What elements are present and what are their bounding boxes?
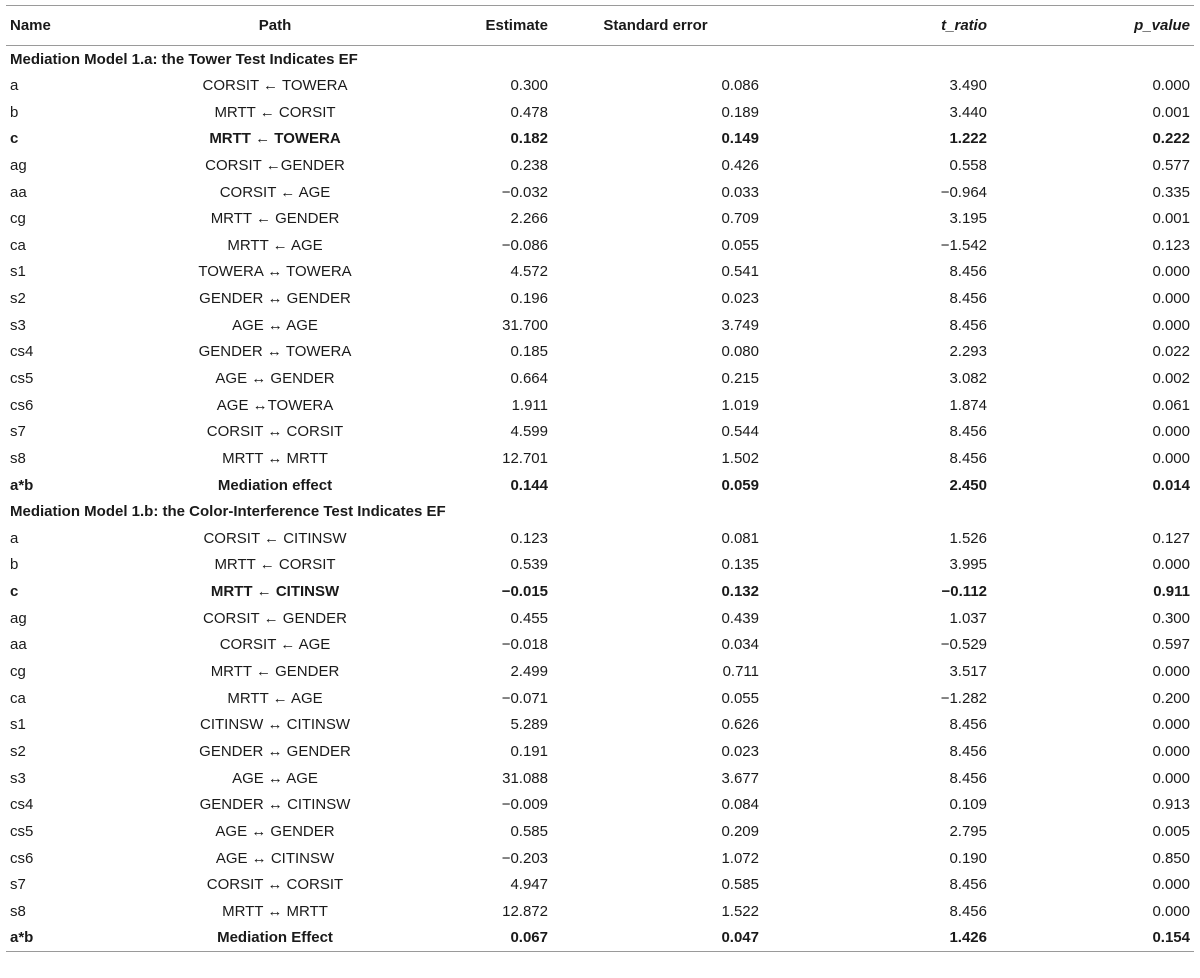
cell-estimate: 0.067 — [434, 925, 552, 952]
cell-path: MRTT ← TOWERA — [209, 130, 341, 148]
cell-standard-error-value: 0.626 — [721, 716, 759, 734]
cell-standard-error — [552, 712, 759, 739]
cell-estimate: 0.191 — [510, 742, 548, 760]
cell-estimate: −0.018 — [501, 636, 548, 654]
cell-estimate: 0.144 — [510, 476, 548, 494]
cell-name: b — [10, 556, 19, 574]
table-row — [6, 179, 1194, 206]
cell-t-ratio: 2.795 — [949, 822, 987, 840]
table-row — [6, 339, 1194, 366]
cell-p-value: 0.005 — [1152, 822, 1190, 840]
cell-p-value: 0.597 — [1152, 636, 1190, 654]
cell-name: aa — [10, 636, 27, 654]
cell-standard-error-value: 0.059 — [721, 476, 759, 494]
cell-standard-error — [552, 605, 759, 632]
cell-name: cs5 — [10, 822, 34, 840]
cell-name: cg — [10, 663, 26, 681]
cell-standard-error — [552, 472, 759, 499]
table-row — [6, 818, 1194, 845]
cell-standard-error-value: 1.522 — [721, 902, 759, 920]
cell-standard-error-value: 0.426 — [721, 156, 759, 174]
cell-standard-error — [552, 312, 759, 339]
cell-name: c — [10, 583, 19, 601]
cell-estimate: 31.700 — [502, 316, 548, 334]
cell-standard-error — [552, 765, 759, 792]
cell-standard-error-value: 0.149 — [721, 130, 759, 148]
cell-standard-error-value: 3.749 — [721, 316, 759, 334]
cell-t-ratio: 0.109 — [949, 796, 987, 814]
cell-p-value: 0.001 — [1152, 210, 1190, 228]
cell-path: GENDER ↔ CITINSW — [199, 796, 351, 814]
table-row — [6, 845, 1194, 872]
table-row — [6, 232, 1194, 259]
cell-standard-error — [552, 392, 759, 419]
cell-p-value: 0.123 — [1152, 236, 1190, 254]
cell-standard-error-value: 0.541 — [721, 263, 759, 281]
cell-path: MRTT ← GENDER — [210, 210, 340, 228]
table-row — [6, 925, 1194, 952]
cell-standard-error — [552, 152, 759, 179]
table-row — [6, 312, 1194, 339]
cell-t-ratio: 1.426 — [759, 925, 991, 952]
cell-standard-error — [552, 99, 759, 126]
cell-standard-error — [552, 418, 759, 445]
table-row — [6, 525, 1194, 552]
cell-estimate: −0.032 — [501, 183, 548, 201]
cell-standard-error — [552, 525, 759, 552]
table-row — [6, 259, 1194, 286]
table-row — [6, 738, 1194, 765]
cell-standard-error — [552, 205, 759, 232]
cell-path: GENDER ↔ GENDER — [199, 742, 351, 760]
cell-name: ag — [10, 609, 27, 627]
cell-t-ratio: −0.529 — [940, 636, 987, 654]
table-row — [6, 552, 1194, 579]
cell-path: Mediation Effect — [116, 925, 434, 952]
table-row — [6, 632, 1194, 659]
cell-p-value: 0.000 — [1152, 716, 1190, 734]
header-path: Path — [116, 6, 434, 46]
cell-name: s7 — [10, 423, 26, 441]
cell-t-ratio: 8.456 — [949, 902, 987, 920]
cell-estimate: 0.196 — [510, 290, 548, 308]
cell-standard-error-value: 0.209 — [721, 822, 759, 840]
table-row — [6, 72, 1194, 99]
cell-path: GENDER ↔ TOWERA — [198, 343, 352, 361]
table-row — [6, 791, 1194, 818]
cell-path: AGE ↔ AGE — [232, 316, 318, 334]
cell-estimate: 4.572 — [510, 263, 548, 281]
cell-t-ratio: 2.293 — [949, 343, 987, 361]
cell-standard-error-value: 0.055 — [721, 236, 759, 254]
cell-path: GENDER ↔ GENDER — [199, 290, 351, 308]
cell-name: s1 — [10, 263, 26, 281]
cell-name: s3 — [10, 769, 26, 787]
table-row — [6, 605, 1194, 632]
cell-name: b — [10, 103, 19, 121]
cell-name: a*b — [6, 925, 116, 952]
cell-t-ratio: 3.517 — [949, 663, 987, 681]
cell-path: TOWERA ↔ TOWERA — [198, 263, 352, 281]
cell-estimate: −0.086 — [501, 236, 548, 254]
cell-t-ratio: −0.964 — [940, 183, 987, 201]
cell-estimate: 0.478 — [510, 103, 548, 121]
cell-estimate: 0.539 — [510, 556, 548, 574]
cell-path: AGE ↔ GENDER — [215, 822, 335, 840]
cell-standard-error-value: 0.135 — [721, 556, 759, 574]
cell-standard-error-value: 0.585 — [721, 876, 759, 894]
cell-name: cs6 — [10, 396, 34, 414]
cell-standard-error-value: 1.019 — [721, 396, 759, 414]
cell-path: AGE ↔ GENDER — [215, 370, 335, 387]
cell-p-value: 0.913 — [1152, 796, 1190, 814]
cell-standard-error-value: 0.033 — [721, 183, 759, 201]
cell-t-ratio: 8.456 — [949, 716, 987, 734]
cell-t-ratio: 1.526 — [949, 529, 987, 547]
table-row — [6, 285, 1194, 312]
cell-p-value: 0.000 — [1152, 423, 1190, 441]
cell-standard-error — [552, 552, 759, 579]
header-t-ratio: t_ratio — [759, 6, 991, 46]
cell-p-value: 0.222 — [1152, 130, 1190, 148]
cell-standard-error-value: 0.711 — [722, 663, 759, 681]
cell-estimate: 0.123 — [510, 529, 548, 547]
cell-estimate: 31.088 — [502, 769, 548, 787]
cell-standard-error-value: 0.081 — [721, 529, 759, 547]
cell-name: cs6 — [10, 849, 34, 867]
cell-name: s2 — [10, 742, 26, 760]
cell-t-ratio: 2.450 — [949, 476, 987, 494]
cell-p-value: 0.022 — [1152, 343, 1190, 361]
cell-p-value: 0.577 — [1152, 156, 1190, 174]
cell-estimate: 4.947 — [510, 876, 548, 894]
cell-t-ratio: 1.037 — [949, 609, 987, 627]
header-p-value: p_value — [991, 6, 1194, 46]
cell-p-value: 0.127 — [1152, 529, 1190, 547]
cell-name: aa — [10, 183, 27, 201]
table-row — [6, 712, 1194, 739]
cell-name: s3 — [10, 316, 26, 334]
cell-path: CORSIT ↔ CORSIT — [206, 876, 344, 894]
cell-standard-error-value: 0.084 — [721, 796, 759, 814]
cell-standard-error — [552, 791, 759, 818]
table-row — [6, 418, 1194, 445]
cell-p-value: 0.000 — [1152, 316, 1190, 334]
table-row — [6, 898, 1194, 925]
table-row — [6, 658, 1194, 685]
cell-standard-error — [552, 259, 759, 286]
cell-name: cs4 — [10, 343, 34, 361]
cell-t-ratio: −1.542 — [940, 236, 987, 254]
cell-standard-error — [552, 685, 759, 712]
table-row — [6, 578, 1194, 605]
cell-standard-error — [552, 339, 759, 366]
cell-estimate: −0.203 — [501, 849, 548, 867]
cell-name: cs4 — [10, 796, 34, 814]
cell-name: cs5 — [10, 370, 34, 387]
cell-estimate: −0.071 — [501, 689, 548, 707]
cell-p-value: 0.850 — [1152, 849, 1190, 867]
cell-t-ratio: −0.112 — [941, 583, 987, 601]
cell-estimate: 0.455 — [510, 609, 548, 627]
cell-standard-error — [552, 871, 759, 898]
section-title: Mediation Model 1.b: the Color-Interference Test Indicates EF — [10, 503, 446, 521]
cell-p-value: 0.911 — [1153, 583, 1190, 601]
table-row — [6, 125, 1194, 152]
cell-name: s2 — [10, 290, 26, 308]
cell-p-value: 0.335 — [1152, 183, 1190, 201]
cell-t-ratio: 0.558 — [949, 156, 987, 174]
cell-path: Mediation effect — [217, 476, 333, 494]
table-row — [6, 392, 1194, 419]
cell-name: a — [10, 529, 19, 547]
cell-standard-error-value: 0.055 — [721, 689, 759, 707]
cell-name: ag — [10, 156, 27, 174]
cell-t-ratio: 8.456 — [949, 876, 987, 894]
cell-p-value: 0.000 — [1152, 290, 1190, 308]
cell-p-value: 0.000 — [1152, 263, 1190, 281]
cell-t-ratio: 8.456 — [949, 316, 987, 334]
cell-path: MRTT ↔ MRTT — [222, 902, 328, 920]
cell-t-ratio: −1.282 — [940, 689, 987, 707]
cell-standard-error — [552, 179, 759, 206]
cell-p-value: 0.000 — [1152, 663, 1190, 681]
section-header-row — [6, 498, 1194, 525]
cell-t-ratio: 1.222 — [949, 130, 987, 148]
cell-estimate: 0.300 — [510, 76, 548, 94]
table-row — [6, 99, 1194, 126]
cell-standard-error-value: 0.034 — [721, 636, 759, 654]
cell-standard-error — [552, 285, 759, 312]
cell-estimate: 0.238 — [510, 156, 548, 174]
cell-p-value: 0.000 — [1152, 876, 1190, 894]
table-body — [6, 46, 1194, 952]
cell-path: AGE ↔TOWERA — [216, 396, 334, 414]
cell-standard-error — [552, 125, 759, 152]
section-title: Mediation Model 1.a: the Tower Test Indicates EF — [10, 50, 358, 68]
table-row — [6, 152, 1194, 179]
cell-t-ratio: 1.874 — [949, 396, 987, 414]
cell-standard-error-value: 0.132 — [721, 583, 759, 601]
cell-standard-error-value: 0.086 — [721, 76, 759, 94]
header-name: Name — [6, 6, 116, 46]
cell-name: a*b — [10, 476, 34, 494]
cell-name: s8 — [10, 449, 26, 467]
cell-standard-error — [552, 365, 759, 392]
cell-p-value: 0.000 — [1152, 76, 1190, 94]
cell-standard-error-value: 0.080 — [721, 343, 759, 361]
cell-standard-error-value: 1.502 — [721, 449, 759, 467]
cell-standard-error — [552, 925, 759, 952]
cell-p-value: 0.061 — [1152, 396, 1190, 414]
cell-path: MRTT ← CORSIT — [214, 556, 336, 574]
cell-name: ca — [10, 236, 26, 254]
cell-name: cg — [10, 210, 26, 228]
cell-p-value: 0.000 — [1152, 902, 1190, 920]
header-estimate: Estimate — [434, 6, 552, 46]
cell-standard-error — [552, 738, 759, 765]
cell-path: CORSIT ← CITINSW — [203, 529, 347, 547]
header-standard-error: Standard error — [552, 6, 759, 46]
mediation-table — [6, 5, 1194, 952]
cell-standard-error — [552, 818, 759, 845]
cell-standard-error-value: 3.677 — [721, 769, 759, 787]
cell-p-value: 0.014 — [1152, 476, 1190, 494]
cell-standard-error — [552, 845, 759, 872]
table-row — [6, 871, 1194, 898]
cell-standard-error — [552, 232, 759, 259]
cell-p-value: 0.000 — [1152, 556, 1190, 574]
cell-estimate: 12.872 — [502, 902, 548, 920]
cell-t-ratio: 0.190 — [949, 849, 987, 867]
cell-p-value: 0.154 — [991, 925, 1194, 952]
cell-standard-error-value: 0.709 — [721, 210, 759, 228]
cell-estimate: 4.599 — [510, 423, 548, 441]
table-header — [6, 6, 1194, 46]
cell-path: MRTT ← CORSIT — [214, 103, 336, 121]
table-row — [6, 445, 1194, 472]
section-header-row — [6, 46, 1194, 73]
cell-estimate: −0.009 — [501, 796, 548, 814]
cell-t-ratio: 8.456 — [949, 769, 987, 787]
cell-t-ratio: 8.456 — [949, 290, 987, 308]
cell-standard-error — [552, 578, 759, 605]
cell-standard-error-value: 0.023 — [721, 742, 759, 760]
cell-path: AGE ↔ AGE — [232, 769, 318, 787]
cell-standard-error — [552, 898, 759, 925]
table-row — [6, 205, 1194, 232]
cell-path: CORSIT ← AGE — [219, 183, 331, 201]
cell-standard-error-value: 1.072 — [721, 849, 759, 867]
table-row — [6, 365, 1194, 392]
cell-path: CORSIT ← AGE — [219, 636, 331, 654]
cell-path: CORSIT ← TOWERA — [202, 76, 348, 94]
cell-name: c — [10, 130, 19, 148]
cell-estimate: 2.499 — [510, 663, 548, 681]
header-row — [6, 6, 1194, 46]
cell-p-value: 0.000 — [1152, 769, 1190, 787]
cell-t-ratio: 8.456 — [949, 742, 987, 760]
cell-estimate: 0.585 — [510, 822, 548, 840]
cell-estimate: 0.185 — [510, 343, 548, 361]
cell-standard-error-value: 0.544 — [721, 423, 759, 441]
cell-estimate: 12.701 — [502, 449, 548, 467]
table-container — [0, 5, 1200, 978]
cell-path: MRTT ↔ MRTT — [222, 449, 328, 467]
cell-estimate: 2.266 — [510, 210, 548, 228]
cell-name: s1 — [10, 716, 26, 734]
cell-path: MRTT ← GENDER — [210, 663, 340, 681]
cell-standard-error-value: 0.215 — [721, 370, 759, 387]
cell-standard-error-value: 0.023 — [721, 290, 759, 308]
table-row — [6, 685, 1194, 712]
cell-p-value: 0.300 — [1152, 609, 1190, 627]
cell-path: MRTT ← AGE — [227, 689, 323, 707]
cell-t-ratio: 8.456 — [949, 263, 987, 281]
cell-p-value: 0.000 — [1152, 449, 1190, 467]
cell-t-ratio: 3.490 — [949, 76, 987, 94]
cell-standard-error — [552, 632, 759, 659]
cell-path: MRTT ← AGE — [227, 236, 323, 254]
table-row — [6, 472, 1194, 499]
cell-path: AGE ↔ CITINSW — [215, 849, 335, 867]
cell-t-ratio: 3.995 — [949, 556, 987, 574]
cell-estimate: 5.289 — [510, 716, 548, 734]
table-row — [6, 765, 1194, 792]
cell-t-ratio: 8.456 — [949, 423, 987, 441]
cell-standard-error — [552, 72, 759, 99]
cell-name: a — [10, 76, 19, 94]
cell-estimate: 0.182 — [510, 130, 548, 148]
cell-standard-error-value: 0.439 — [721, 609, 759, 627]
cell-name: s7 — [10, 876, 26, 894]
cell-p-value: 0.000 — [1152, 742, 1190, 760]
cell-name: ca — [10, 689, 26, 707]
cell-path: CORSIT ←GENDER — [205, 156, 345, 174]
cell-t-ratio: 8.456 — [949, 449, 987, 467]
cell-t-ratio: 3.195 — [949, 210, 987, 228]
cell-path: MRTT ← CITINSW — [210, 583, 340, 601]
cell-standard-error-value: 0.047 — [721, 929, 759, 947]
cell-p-value: 0.001 — [1152, 103, 1190, 121]
cell-path: CITINSW ↔ CITINSW — [200, 716, 350, 734]
cell-path: CORSIT ↔ CORSIT — [206, 423, 344, 441]
cell-p-value: 0.002 — [1152, 370, 1190, 387]
cell-estimate: 1.911 — [511, 396, 548, 414]
cell-estimate: −0.015 — [501, 583, 548, 601]
cell-p-value: 0.200 — [1152, 689, 1190, 707]
cell-estimate: 0.664 — [510, 370, 548, 387]
cell-t-ratio: 3.440 — [949, 103, 987, 121]
cell-standard-error-value: 0.189 — [721, 103, 759, 121]
cell-t-ratio: 3.082 — [949, 370, 987, 387]
cell-standard-error — [552, 658, 759, 685]
cell-name: s8 — [10, 902, 26, 920]
cell-path: CORSIT ← GENDER — [203, 609, 347, 627]
cell-standard-error — [552, 445, 759, 472]
